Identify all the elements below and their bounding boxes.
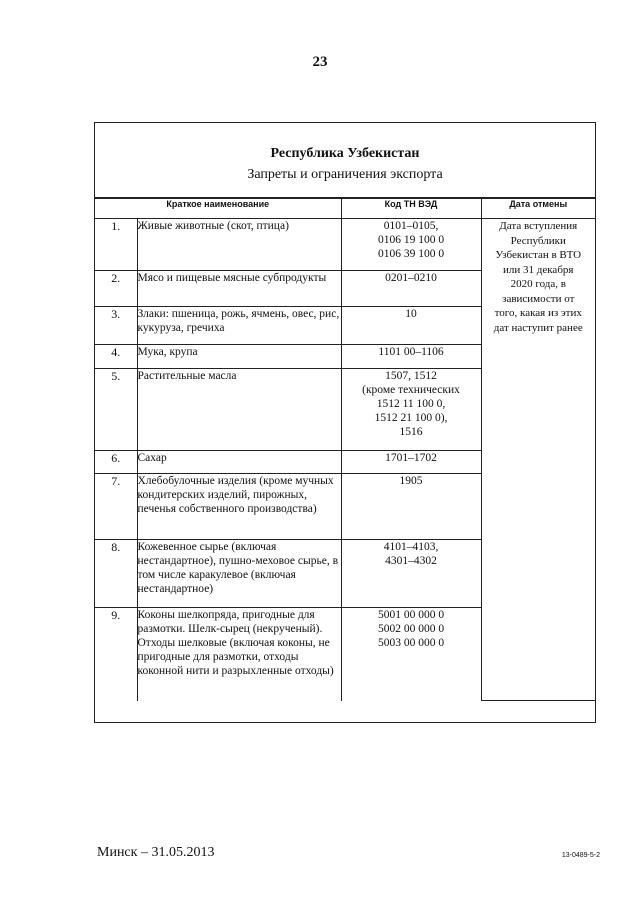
product-name: Мясо и пищевые мясные субпродукты xyxy=(137,271,341,307)
hs-code-line: 1516 xyxy=(399,426,423,438)
column-header-name: Краткое наименование xyxy=(95,199,341,219)
hs-code-line: 1512 11 100 0, xyxy=(376,398,446,410)
row-number: 1. xyxy=(95,219,137,271)
date-note-line: Республики xyxy=(510,234,566,247)
hs-code-line: 10 xyxy=(405,308,417,320)
hs-code-line: 4101–4103, xyxy=(383,541,439,553)
product-name: Растительные масла xyxy=(137,369,341,451)
row-number: 8. xyxy=(95,540,137,608)
date-note-line: Дата вступления xyxy=(499,220,578,232)
row-number: 6. xyxy=(95,451,137,474)
hs-code xyxy=(341,345,481,369)
hs-code xyxy=(341,474,481,540)
hs-code-line: 0106 19 100 0 xyxy=(377,234,445,246)
hs-code xyxy=(341,307,481,345)
product-name: Коконы шелкопряда, пригодные для размотки. Шелк-сырец (некрученый). Отходы шелковые (включая коконы, не пригодные для размотки, отходы коконной нити и разрыхленные отходы) xyxy=(137,608,341,701)
row-number: 3. xyxy=(95,307,137,345)
date-note-line: дат наступит ранее xyxy=(493,321,583,334)
product-name: Мука, крупа xyxy=(137,345,341,369)
row-number: 5. xyxy=(95,369,137,451)
hs-code xyxy=(341,219,481,271)
hs-code-line: (кроме технических xyxy=(362,384,460,396)
date-note-line: того, какая из этих xyxy=(494,307,582,319)
date-note-line: 2020 года, в xyxy=(510,278,566,290)
document-frame xyxy=(94,122,596,723)
product-name: Кожевенное сырье (включая нестандартное), пушно-меховое сырье, в том числе каракулевое (включая нестандартное) xyxy=(137,540,341,608)
hs-code-line: 0106 39 100 0 xyxy=(377,248,445,260)
hs-code-line: 1512 21 100 0), xyxy=(374,412,448,424)
product-name: Хлебобулочные изделия (кроме мучных кондитерских изделий, пирожных, печенья собственного производства) xyxy=(137,474,341,540)
date-note-line: Узбекистан в ВТО xyxy=(495,249,582,261)
footer-doc-code: 13-0489-5-2 xyxy=(561,852,600,859)
column-header-date: Дата отмены xyxy=(481,199,595,219)
row-number: 9. xyxy=(95,608,137,701)
hs-code xyxy=(341,271,481,307)
hs-code-line: 5001 00 000 0 xyxy=(377,609,445,621)
hs-code-line: 0201–0210 xyxy=(385,272,437,284)
column-header-code: Код ТН ВЭД xyxy=(341,199,481,219)
row-number: 7. xyxy=(95,474,137,540)
hs-code-line: 0101–0105, xyxy=(383,220,439,232)
page-number: 23 xyxy=(312,54,328,70)
hs-code xyxy=(341,451,481,474)
hs-code-line: 4301–4302 xyxy=(385,555,437,567)
hs-code xyxy=(341,540,481,608)
hs-code-line: 1905 xyxy=(399,475,423,487)
hs-code-line: 1507, 1512 xyxy=(385,370,437,382)
product-name: Живые животные (скот, птица) xyxy=(137,219,341,271)
document-header xyxy=(95,123,595,198)
product-name: Злаки: пшеница, рожь, ячмень, овес, рис, кукуруза, гречиха xyxy=(137,307,341,345)
footer-place-date: Минск – 31.05.2013 xyxy=(97,845,215,860)
table-header-row xyxy=(95,199,595,219)
row-number: 2. xyxy=(95,271,137,307)
table-row xyxy=(95,219,595,271)
section-subtitle: Запреты и ограничения экспорта xyxy=(247,167,443,182)
date-note-line: или 31 декабря xyxy=(503,263,574,276)
hs-code-line: 5003 00 000 0 xyxy=(377,637,445,649)
row-number: 4. xyxy=(95,345,137,369)
date-note-line: зависимости от xyxy=(502,292,575,305)
export-restrictions-table xyxy=(95,198,595,701)
hs-code xyxy=(341,608,481,701)
table-body xyxy=(95,219,595,701)
hs-code-line: 1701–1702 xyxy=(385,452,437,464)
product-name: Сахар xyxy=(137,451,341,474)
cancellation-date-note xyxy=(481,219,595,701)
hs-code xyxy=(341,369,481,451)
hs-code-line: 1101 00–1106 xyxy=(378,346,444,358)
country-title: Республика Узбекистан xyxy=(270,146,420,161)
hs-code-line: 5002 00 000 0 xyxy=(377,623,445,635)
